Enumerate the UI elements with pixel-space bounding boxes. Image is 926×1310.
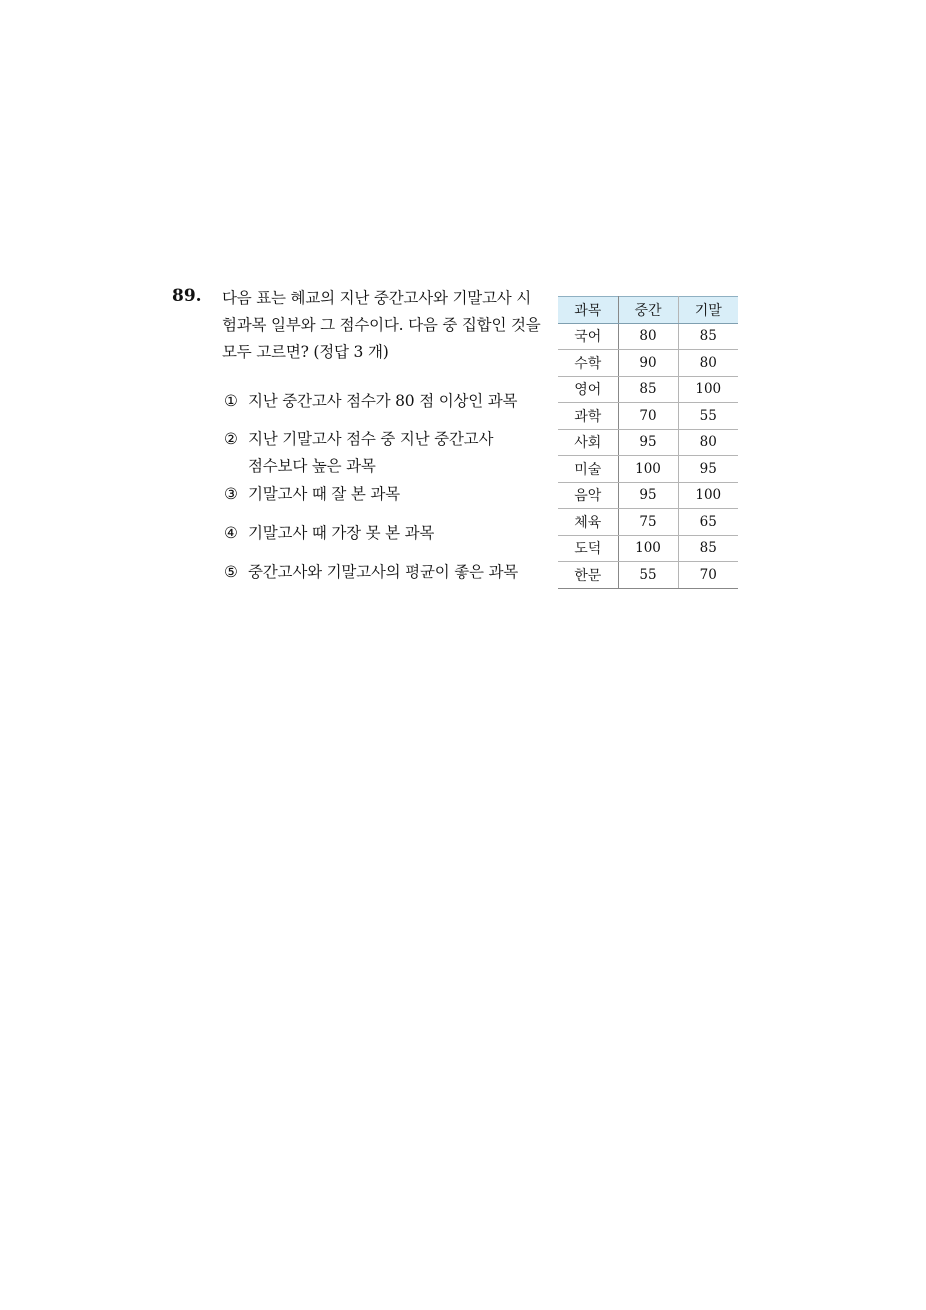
subject-cell: 도덕 [558, 535, 618, 562]
table-row [558, 456, 738, 483]
table-row [558, 323, 738, 350]
question-line: 모두 고르면? (정답 3 개) [222, 343, 389, 361]
final-cell: 85 [678, 535, 738, 562]
option-1[interactable] [224, 388, 517, 415]
option-text: 지난 중간고사 점수가 80 점 이상인 과목 [248, 392, 518, 410]
subject-cell: 과학 [558, 403, 618, 430]
midterm-cell: 85 [618, 376, 678, 403]
subject-cell: 미술 [558, 456, 618, 483]
problem-number: 89. [172, 286, 202, 306]
midterm-cell: 95 [618, 429, 678, 456]
table-row [558, 509, 738, 536]
midterm-cell: 100 [618, 535, 678, 562]
question-text [222, 285, 547, 366]
midterm-cell: 55 [618, 562, 678, 589]
final-cell: 100 [678, 482, 738, 509]
option-text: 중간고사와 기말고사의 평균이 좋은 과목 [248, 563, 519, 581]
option-text-continued: 점수보다 높은 과목 [248, 457, 376, 475]
table-row [558, 429, 738, 456]
midterm-cell: 95 [618, 482, 678, 509]
final-cell: 80 [678, 429, 738, 456]
subject-cell: 영어 [558, 376, 618, 403]
option-text: 기말고사 때 잘 본 과목 [248, 485, 400, 503]
midterm-cell: 80 [618, 323, 678, 350]
midterm-cell: 100 [618, 456, 678, 483]
table-row [558, 403, 738, 430]
table-row [558, 482, 738, 509]
option-3[interactable] [224, 481, 400, 508]
subject-cell: 사회 [558, 429, 618, 456]
option-text: 기말고사 때 가장 못 본 과목 [248, 524, 435, 542]
subject-cell: 국어 [558, 323, 618, 350]
table-row [558, 376, 738, 403]
table-row [558, 350, 738, 377]
option-number: ④ [224, 524, 238, 542]
subject-cell: 음악 [558, 482, 618, 509]
midterm-cell: 75 [618, 509, 678, 536]
subject-cell: 체육 [558, 509, 618, 536]
final-cell: 55 [678, 403, 738, 430]
question-line: 험과목 일부와 그 점수이다. 다음 중 집합인 것을 [222, 316, 541, 334]
final-cell: 70 [678, 562, 738, 589]
option-number: ① [224, 392, 238, 410]
option-2[interactable] [224, 426, 493, 480]
option-number: ⑤ [224, 563, 238, 581]
final-cell: 95 [678, 456, 738, 483]
option-4[interactable] [224, 520, 434, 547]
final-cell: 65 [678, 509, 738, 536]
midterm-cell: 70 [618, 403, 678, 430]
table-row [558, 535, 738, 562]
question-line: 다음 표는 혜교의 지난 중간고사와 기말고사 시 [222, 289, 532, 307]
option-number: ② [224, 430, 238, 448]
option-5[interactable] [224, 559, 518, 586]
midterm-cell: 90 [618, 350, 678, 377]
subject-cell: 한문 [558, 562, 618, 589]
table-row [558, 562, 738, 589]
header-midterm: 중간 [618, 297, 678, 324]
score-table [558, 296, 738, 589]
table-header-row [558, 297, 738, 324]
header-final: 기말 [678, 297, 738, 324]
final-cell: 80 [678, 350, 738, 377]
subject-cell: 수학 [558, 350, 618, 377]
option-text: 지난 기말고사 점수 중 지난 중간고사 [248, 430, 494, 448]
final-cell: 85 [678, 323, 738, 350]
option-number: ③ [224, 485, 238, 503]
final-cell: 100 [678, 376, 738, 403]
header-subject: 과목 [558, 297, 618, 324]
